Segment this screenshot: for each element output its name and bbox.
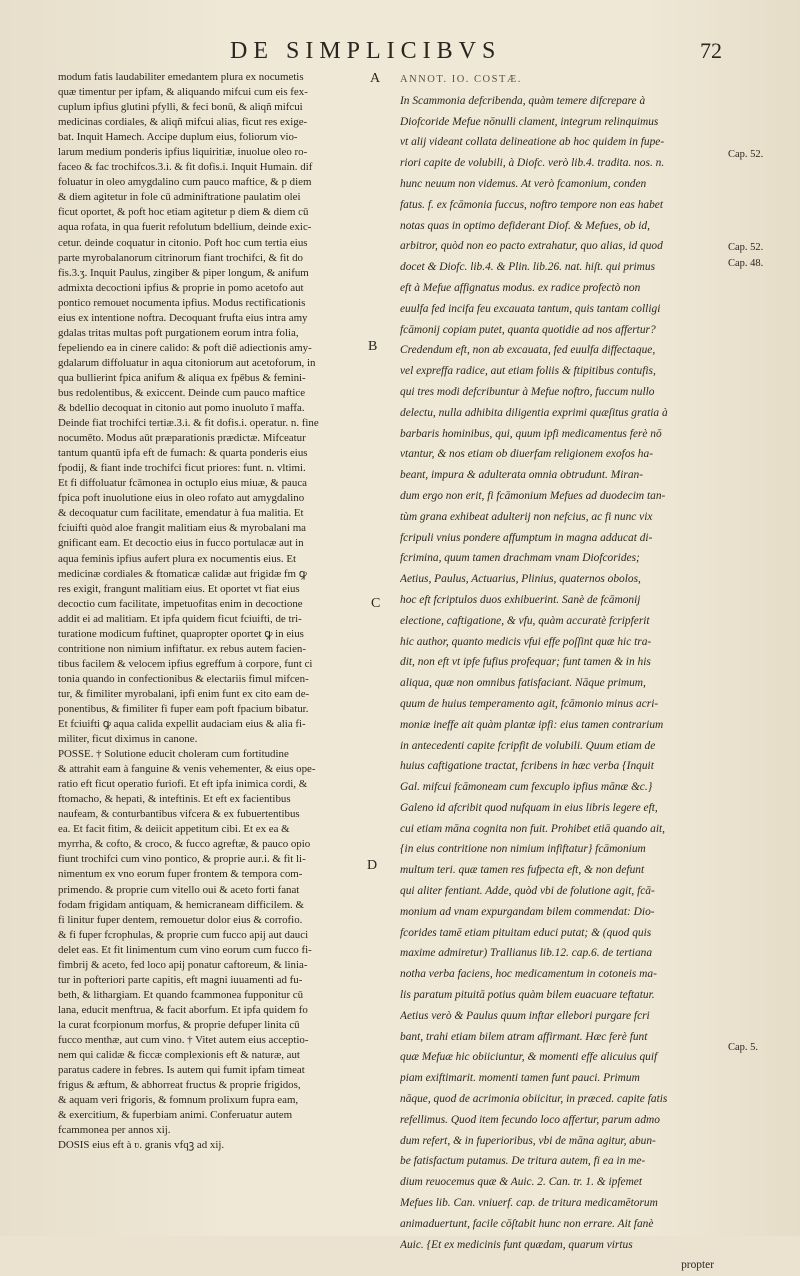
text-line: vt alij videant collata delineatione ab hoc quidem in fupe- xyxy=(400,136,665,149)
text-line: frigus & æftum, & abhorreat fructus & proprie frigidos, xyxy=(58,1079,301,1092)
text-line: fatus. f. ex fcāmonia fuccus, noftro tempore non eas habet xyxy=(400,198,663,211)
text-line: maxime admiretur) Trallianus lib.12. cap.6. de tertiana xyxy=(400,947,653,960)
main-text-column xyxy=(58,70,364,1153)
text-line: monium ad vnam expurgandam bilem commendat: Dio- xyxy=(400,905,655,918)
text-line: pontico remouet nocumenta ipfius. Modus rectificationis xyxy=(58,296,306,309)
text-line: ea. Et facit fitim, & deiicit appetitum cibi. Et ex ea & xyxy=(58,823,290,836)
text-line: lana, educit menftrua, & facit aborfum. Et ipfa quidem fo xyxy=(58,1003,308,1016)
text-line: fpodij, & fiant inde trochifci ficut priores: funt. n. vltimi. xyxy=(58,462,306,475)
text-line: be fatisfactum putamus. De tritura autem, fi ea in me- xyxy=(400,1155,646,1168)
text-line: & decoquatur cum facilitate, emendatur à fua malitia. Et xyxy=(58,507,304,520)
text-line: vel expreffa radice, aut etiam foliis & ftipitibus contufis, xyxy=(400,365,656,378)
section-letter-d: D xyxy=(367,858,378,873)
annotation-column xyxy=(400,70,720,1276)
text-line: militer, ficut diximus in canone. xyxy=(58,733,198,746)
text-line: quæ Mefuæ hic obiiciuntur, & momenti effe alicuius quif xyxy=(400,1051,658,1064)
text-line: tùm grana exhibeat adulterij non nefcius, ac fi nunc vix xyxy=(400,510,653,523)
text-line: & diem agitetur in fole cū adminiftratione paulatim olei xyxy=(58,191,301,204)
text-line: fepeliendo ea in cinere calido: & poft diē adiectionis amy- xyxy=(58,341,312,354)
text-line: Aetius, Paulus, Actuarius, Plinius, quaternos obolos, xyxy=(400,573,641,586)
text-line: Auic. {Et ex medicinis funt quædam, quarum virtus xyxy=(400,1238,633,1251)
text-line: paratus cadere in febres. Is autem qui fumit ipfam timeat xyxy=(58,1064,305,1077)
text-line: Diofcoride Mefue nōnulli clament, integrum relinquimus xyxy=(400,115,659,128)
text-line: Gal. mifcui fcāmoneam cum fexcuplo ipfius mānæ &c.} xyxy=(400,781,653,794)
text-line: qua bullierint fpica anifum & aliqua ex fpēbus & femini- xyxy=(58,371,306,384)
text-line: & fi fuper fcrophulas, & proprie cum fucco apij aut dauci xyxy=(58,928,309,941)
text-line: Et fciuifti ꝙ aqua calida expellit audaciam eius & alia fi- xyxy=(58,718,306,731)
text-line: euulfa fed incifa feu excauata tantum, quis tantam colligi xyxy=(400,302,661,315)
text-line: delectu, nulla adhibita diligentia exprimi quæſitus gratia à xyxy=(400,406,668,419)
text-line: turatione modicum fuftinet, quapropter oportet ꝙ in eius xyxy=(58,627,304,640)
margin-note: Cap. 52. xyxy=(728,242,764,253)
text-line: aliqua, quæ non omnibus fatisfaciant. Nāque primum, xyxy=(400,677,646,690)
text-line: gdalarum diffoluatur in aqua citoniorum aut acetoforum, in xyxy=(58,356,316,369)
text-line: qui aliter fentiant. Adde, quòd vbi de folutione agit, fcā- xyxy=(400,885,655,898)
text-line: dum ergo non erit, fi fcāmonium Mefues ad duodecim tan- xyxy=(400,489,666,502)
text-line: tantum quantū ipfa eft de fumach: & quarta ponderis eius xyxy=(58,447,308,460)
text-line: modum fatis laudabiliter emedantem plura ex nocumetis xyxy=(58,71,304,83)
text-line: decoctio cum facilitate, impetuofitas enim in decoctione xyxy=(58,597,303,610)
text-line: tibus facilem & velocem ipfius egreffum à corpore, funt ci xyxy=(58,657,313,670)
text-line: barbaris hominibus, qui, quum ipfi medicamentus ferè nō xyxy=(400,427,662,440)
text-line: quæ timentur per ipfam, & aliquando mifcui cum eis fex- xyxy=(58,86,308,99)
text-line: ANNOT. IO. COSTÆ. xyxy=(400,74,522,85)
text-line: foluatur in oleo amygdalino cum pauco maftice, & p diem xyxy=(58,176,312,189)
text-line: qui tres modi defcribuntur à Mefue noftro, fuccum nullo xyxy=(400,385,655,398)
text-line: huius caftigatione tractat, fcribens in hæc verba {Inquit xyxy=(400,760,654,773)
text-line: fis.3.ʒ. Inquit Paulus, zingiber & piper longum, & anifum xyxy=(58,266,309,279)
text-line: fcāmonij copiam putet, quanta quotidie ad nos affertur? xyxy=(400,323,656,336)
text-line: admixta decoctioni ipfius & proprie in pomo acetofo aut xyxy=(58,281,304,294)
text-line: hic author, quanto medicis vfui effe poſſint quæ hic tra- xyxy=(400,635,652,648)
text-line: Galeno id afcribit quod nufquam in eius libris legere eft, xyxy=(400,801,658,814)
text-line: dum refert, & in fuperioribus, vbi de māna agitur, abun- xyxy=(400,1134,656,1147)
text-line: aqua rofata, in qua fuerit refolutum bdellium, deinde exic- xyxy=(58,221,312,234)
text-line: parte myrobalanorum citrinorum fiant trochifci, & fit do xyxy=(58,251,303,264)
text-line: fpica poft inuolutione eius in oleo rofato aut amygdalino xyxy=(58,492,305,505)
text-line: nimentum ex vno eorum fuper frontem & tempora com- xyxy=(58,868,303,881)
text-line: nem qui calidæ & ficcæ complexionis eft & naturæ, aut xyxy=(58,1049,300,1062)
text-line: ponentibus, & fimiliter fi fuper eam poft fpacium bibatur. xyxy=(58,702,309,715)
running-title: DE SIMPLICIBVS xyxy=(230,38,502,64)
text-line: tur, & fimiliter myrobalani, ipfi enim funt ex cito eam de- xyxy=(58,687,310,700)
text-line: ratio eft ficut operatio furiofi. Et eft ipfa inimica cordi, & xyxy=(58,778,308,791)
text-line: ficut oportet, & poft hoc etiam agitetur p diem & diem cū xyxy=(58,206,309,219)
text-line: notha verba faciens, hoc medicamentum in cotoneis ma- xyxy=(400,968,657,981)
text-line: refellimus. Quod item fecundo loco affertur, parum admo xyxy=(400,1113,660,1126)
text-line: electione, caftigatione, & vfu, quàm accuratè fcripferit xyxy=(400,614,650,627)
margin-note: Cap. 5. xyxy=(728,1042,759,1053)
text-line: contritione non nimium infiftatur. ex rebus autem facien- xyxy=(58,642,306,655)
text-line: eius ex intentione noftra. Decoquant frufta eius intra amy xyxy=(58,311,308,324)
text-line: & bdellio decoquat in citonio aut pomo inuoluto ī maffa. xyxy=(58,402,305,415)
text-line: medicinæ cordiales & ftomaticæ calidæ aut frigidæ fm ꝙ xyxy=(58,567,307,580)
text-line: Mefues lib. Can. vniuerf. cap. de tritura medicamētorum xyxy=(400,1197,658,1210)
text-line: gnificant eam. Et decoctio eius in fucco portulacæ aut in xyxy=(58,537,304,550)
text-line: animaduertunt, facile cōſtabit hunc non errare. Ait fanè xyxy=(400,1217,654,1230)
text-line: multum teri. quæ tamen res fufpecta eft, & non defunt xyxy=(400,864,645,877)
text-line: quum de huius temperamento agit, fcāmonio minus acri- xyxy=(400,697,659,710)
text-line: in antecedenti capite fcripfit de volubili. Quum etiam de xyxy=(400,739,656,752)
text-line: cuplum ipfius glutini pfylli, & feci bonū, & aliqñ mifcui xyxy=(58,101,303,114)
text-line: Deinde fiat trochifci tertiæ.3.i. & fit dofis.i. operatur. n. fine xyxy=(58,417,319,430)
text-line: piam exiftimarit. momenti tamen funt pauci. Primum xyxy=(400,1072,640,1085)
text-line: beant, impura & adulterata omnia obtrudunt. Miran- xyxy=(400,469,643,482)
text-line: lis paratum pituitā potius quàm bilem euacuare teftatur. xyxy=(400,989,655,1002)
text-line: cetur. deinde coquatur in citonio. Poft hoc cum tertia eius xyxy=(58,236,308,249)
text-line: bant, trahi etiam bilem atram affirmant. Hæc ferè funt xyxy=(400,1030,648,1043)
text-line: docet & Diofc. lib.4. & Plin. lib.26. nat. hiſt. qui primus xyxy=(400,261,656,274)
text-line: Credendum eft, non ab excauata, fed euulfa diffectaque, xyxy=(400,344,656,357)
text-line: fcorides tamē etiam pituitam educi putat; & (quod quis xyxy=(400,926,652,939)
text-line: fucco menthæ, aut cum vino. † Vitet autem eius acceptio- xyxy=(58,1034,309,1046)
section-letter-a: A xyxy=(370,71,381,86)
text-line: nocumēto. Modus aūt præparationis prædictæ. Mifceatur xyxy=(58,432,306,445)
text-line: arbitror, quòd non eo pacto extrahatur, quo alias, id quod xyxy=(400,240,663,253)
text-line: nāque, quod de acrimonia obiicitur, in præced. capite fatis xyxy=(400,1093,668,1106)
text-line: cui etiam māna cognita non fuit. Prohibet etiā quando ait, xyxy=(400,822,666,835)
text-line: fcrimina, quum tamen drachmam vnam Diofcorides; xyxy=(400,552,640,565)
text-line: & exercitium, & fuperbiam animi. Conferuatur autem xyxy=(58,1109,293,1122)
text-line: notas quas in optimo defiderant Diof. & Mefues, ob id, xyxy=(400,219,650,232)
text-line: hoc eft fcriptulos duos exhibuerint. Sanè de fcāmonij xyxy=(400,593,641,606)
text-line: In Scammonia defcribenda, quàm temere difcrepare à xyxy=(400,94,646,107)
text-line: gdalas tritas multas poft purgationem eorum intra folia, xyxy=(58,326,299,339)
text-line: naufeam, & conturbantibus vifcera & ex fubuertentibus xyxy=(58,808,300,821)
text-line: {in eius contritione non nimium infiftatur} fcāmonium xyxy=(400,843,646,856)
margin-note: Cap. 52. xyxy=(728,149,764,160)
text-line: tur in pofteriori parte capitis, eft magni iuuamenti ad fu- xyxy=(58,973,303,986)
text-line: fodam frigidam antiquam, & hemicraneam difficilem. & xyxy=(58,898,304,911)
text-line: fcripuli vnius pondere affumptum in magna adducat di- xyxy=(400,531,653,544)
text-line: dit, non eft vt ipfe fufius profequar; funt tamen & in his xyxy=(400,656,651,669)
text-line: tonia quando in confectionibus & electariis fimul mifcen- xyxy=(58,672,309,685)
section-letter-b: B xyxy=(368,339,378,354)
text-line: & aquam veri frigoris, & fomnum prolixum fupra eam, xyxy=(58,1094,299,1107)
text-line: Aetius verò & Paulus quum inftar ellebori purgare fcri xyxy=(400,1009,650,1022)
text-line: dium reuocemus quæ & Auic. 2. Can. tr. 1. & ipfemet xyxy=(400,1176,643,1189)
text-line: faceo & fac trochifcos.3.i. & fit dofis.i. Inquit Humain. dif xyxy=(58,161,313,174)
text-line: ftomacho, & hepati, & inteftinis. Et eft ex facientibus xyxy=(58,793,291,806)
page-number: 72 xyxy=(700,38,722,63)
text-line: vtantur, & nos etiam ob diuerfam religionem exofos ha- xyxy=(400,448,653,461)
text-line: medicinas cordiales, & aliqñ mifcui alias, ficut res exige- xyxy=(58,116,308,129)
text-line: myrrha, & cofto, & croco, & fucco agreftæ, & pauco opio xyxy=(58,838,311,851)
text-line: eft à Mefue affignatus modus. ex radice profectò non xyxy=(400,281,641,294)
section-letter-c: C xyxy=(371,596,381,611)
text-line: addit ei ad malitiam. Et ipfa quidem ficut fciuifti, de tri- xyxy=(58,612,302,625)
text-line: POSSE. † Solutione educit choleram cum fortitudine xyxy=(58,748,289,761)
text-line: DOSIS eius eft à ʋ. granis vfqꝫ ad xij. xyxy=(58,1139,225,1152)
text-line: beth, & lithargiam. Et quando fcammonea fupponitur cū xyxy=(58,988,304,1001)
text-line: moniæ ineffe ait quàm plantæ ipfi: eius tamen contrarium xyxy=(400,718,664,731)
text-line: primendo. & proprie cum vitello oui & aceto forti fanat xyxy=(58,883,300,896)
text-line: res exigit, frangunt malitiam eius. Et oportet vt fiat eius xyxy=(58,582,300,595)
text-line: la curat fcorpionum morfus, & proprie defuper linita cū xyxy=(58,1018,300,1031)
text-line: fcammonea per annos xij. xyxy=(58,1124,171,1137)
text-line: bat. Inquit Hamech. Accipe duplum eius, foliorum vio- xyxy=(58,131,298,144)
text-line: delet eas. Et fit linimentum cum vino eorum cum fucco fi- xyxy=(58,943,312,956)
text-line: aqua feminis ipfius aufert plura ex nocumentis eius. Et xyxy=(58,552,297,565)
margin-note: Cap. 48. xyxy=(728,258,764,269)
text-line: bus redolentibus, & exiccent. Deinde cum pauco maftice xyxy=(58,386,306,399)
text-line: propter xyxy=(681,1259,714,1272)
text-line: & attrahit eam à fanguine & venis vehementer, & eius ope- xyxy=(58,763,316,776)
text-line: fiunt trochifci cum vino pontico, & proprie aur.i. & fit li- xyxy=(58,853,306,866)
text-line: Et fi diffoluatur fcāmonea in octuplo eius miuæ, & pauca xyxy=(58,477,308,490)
text-line: fi linitur fuper dentem, remouetur dolor eius & corrofio. xyxy=(58,913,303,926)
text-line: larum medium ponderis ipfius liquiritiæ, inuolue oleo ro- xyxy=(58,146,308,159)
text-line: hunc neuum non videmus. At verò fcamonium, conden xyxy=(400,177,647,190)
text-line: fimbrij & aceto, fed loco apij ponatur caftoreum, & linia- xyxy=(58,958,308,971)
text-line: fciuifti quòd aloe frangit malitiam eius & myrobalani ma xyxy=(58,522,306,535)
text-line: riori capite de volubili, à Diofc. verò lib.4. tradita. nos. n. xyxy=(400,157,665,170)
